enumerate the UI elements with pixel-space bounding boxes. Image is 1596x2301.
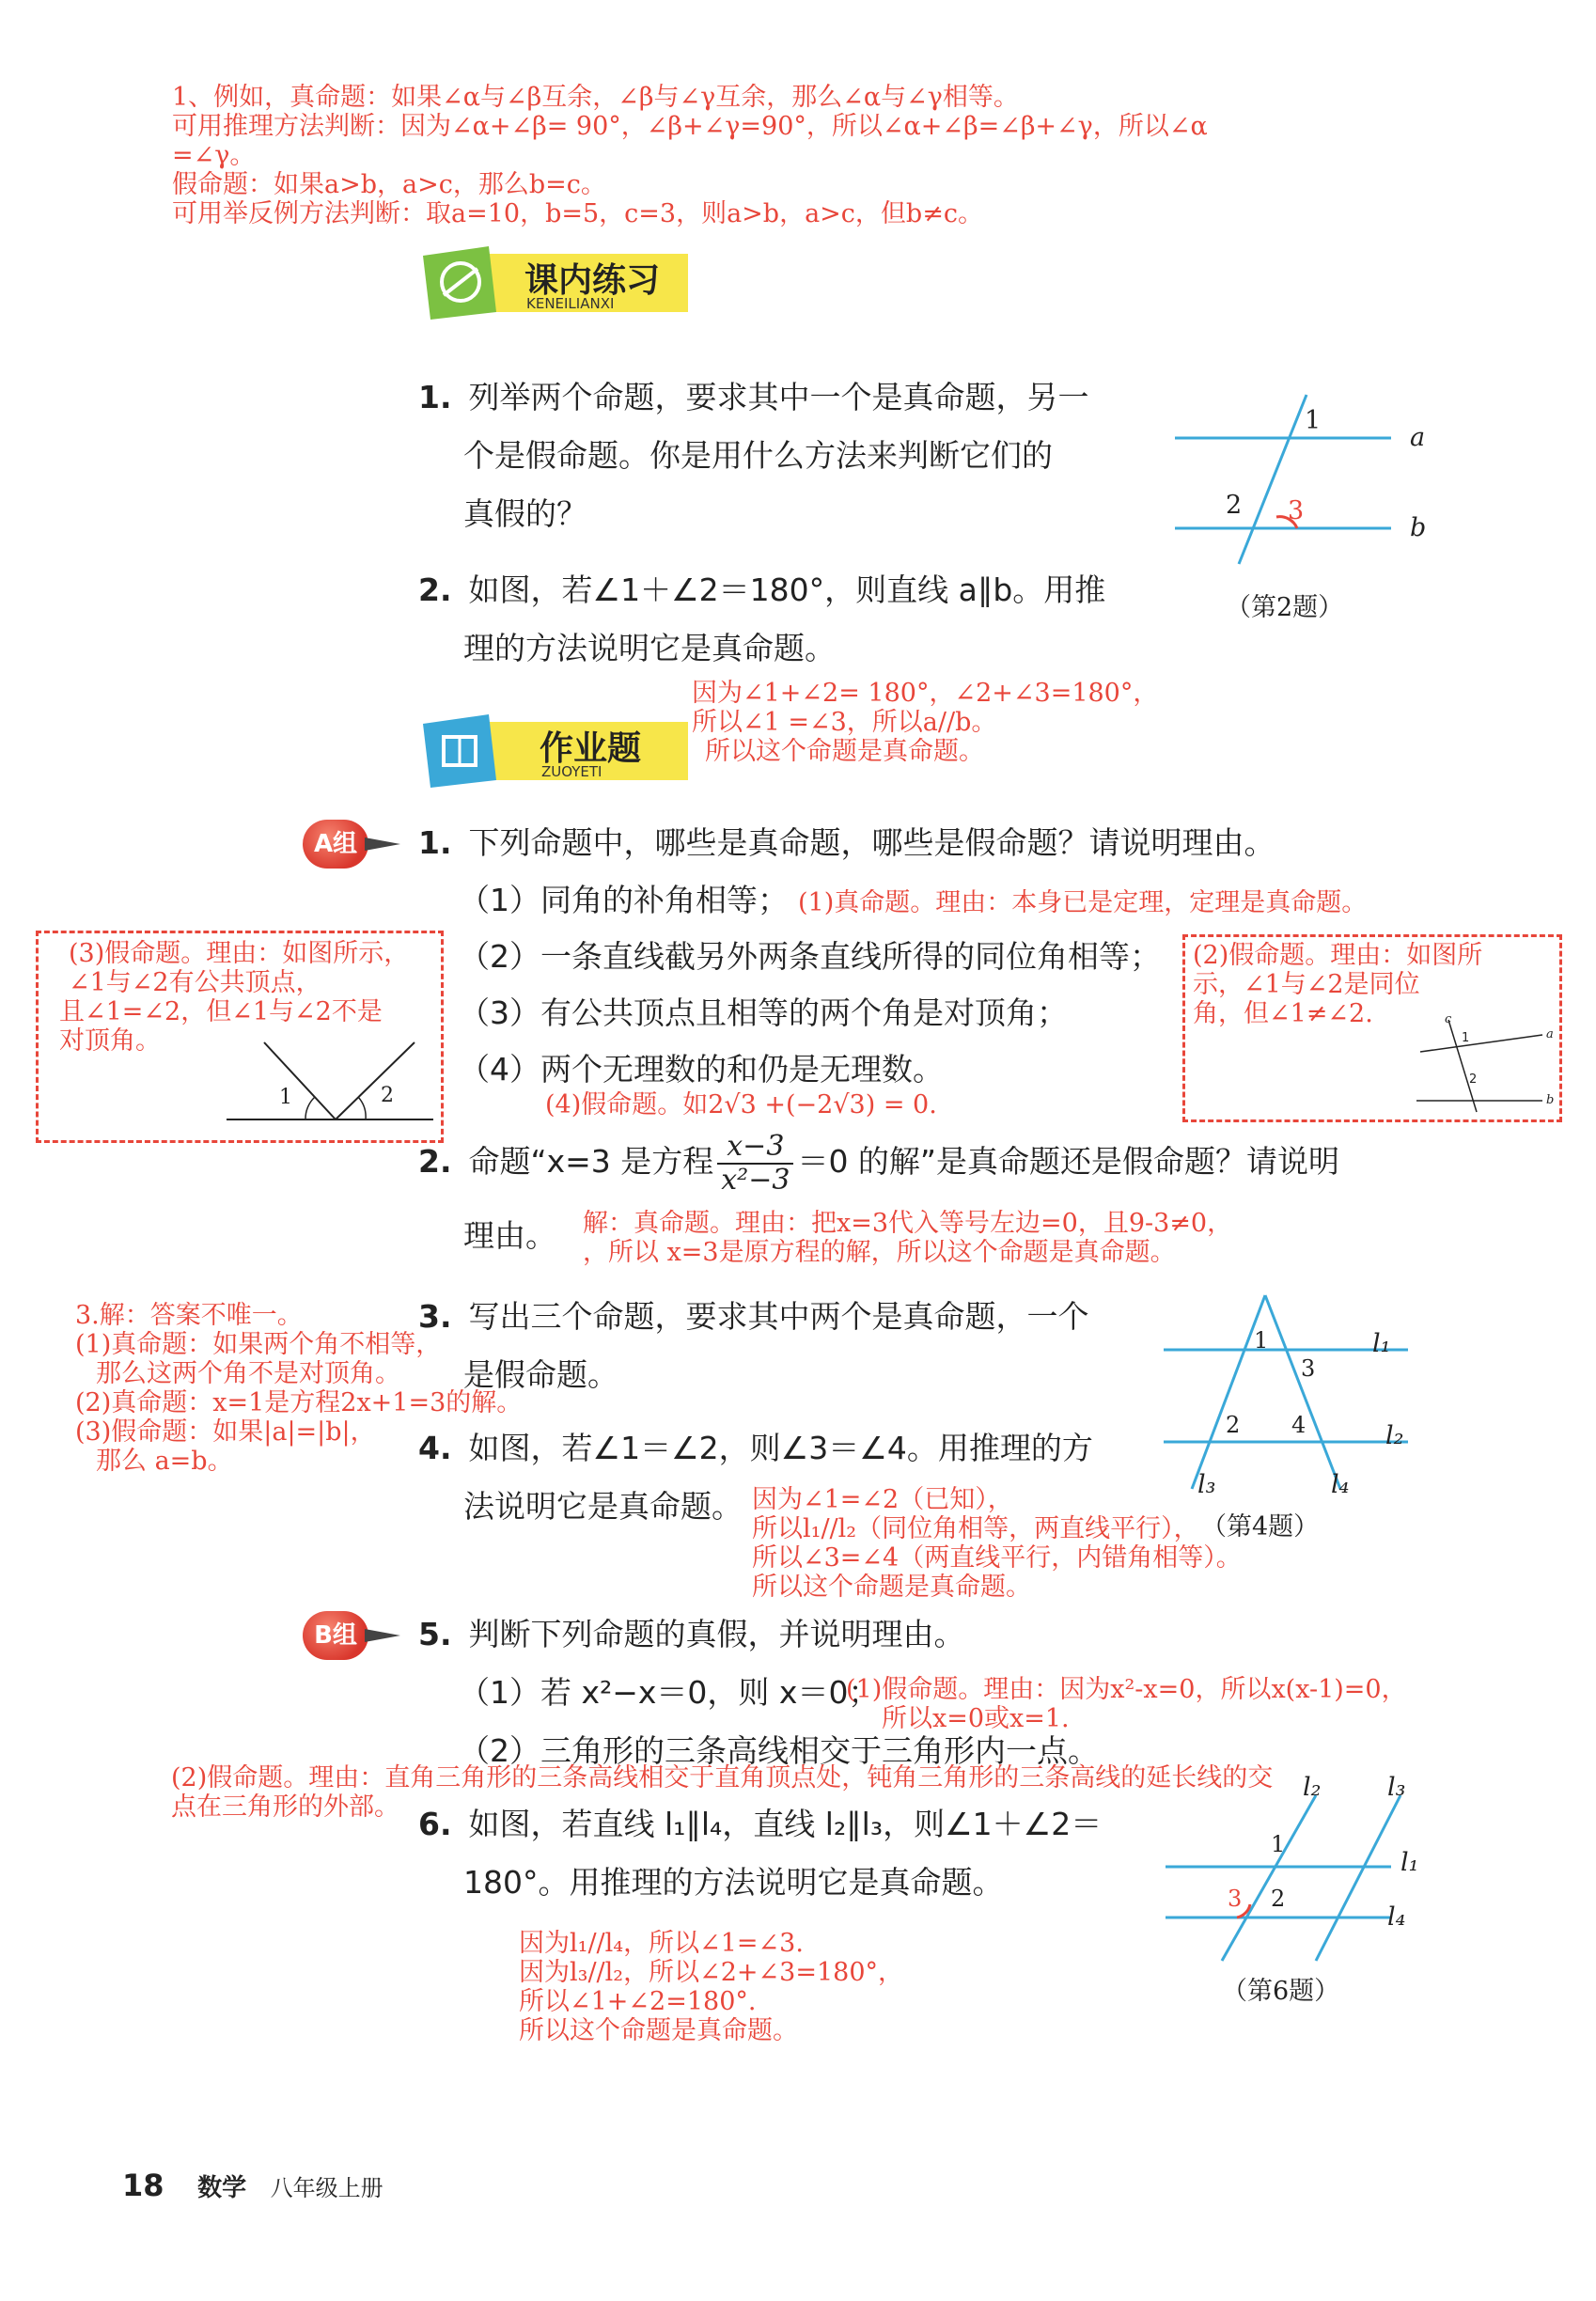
label-l4: l₄: [1387, 1902, 1406, 1932]
list-item: （1）若 x²−x＝0，则 x＝0；: [459, 1674, 880, 1711]
answer-line: ，所以 x=3是原方程的解，所以这个命题是真命题。: [583, 1238, 1176, 1267]
answer-line: (2)真命题：x=1是方程2x+1=3的解。: [75, 1388, 523, 1417]
answer-line: 点在三角形的外部。: [171, 1792, 399, 1822]
answer-line: (4)假命题。如2√3 +(−2√3) = 0.: [545, 1090, 937, 1119]
note-line: 可用举反例方法判断：取a=10，b=5，c=3，则a>b，a>c，但b≠c。: [172, 199, 983, 228]
answer-line: 那么这两个角不是对顶角。: [96, 1359, 400, 1388]
label-1: 1: [1462, 1031, 1470, 1045]
subject: 数学: [197, 2174, 247, 2202]
badge-label: B组: [303, 1611, 368, 1660]
question-text: 下列命题中，哪些是真命题，哪些是假命题？请说明理由。: [468, 824, 1275, 861]
group-b-q5-item1: [459, 1664, 879, 1722]
answer-line: 解：真命题。理由：把x=3代入等号左边=0，且9-3≠0，: [583, 1209, 1233, 1238]
question-text: 写出三个命题，要求其中两个是真命题，一个: [468, 1298, 1089, 1335]
answer-line: 所以这个命题是真命题。: [752, 1573, 1031, 1602]
answer-line: 所以∠1 =∠3，所以a//b。: [692, 708, 997, 737]
practice-q2-answer: [692, 679, 1158, 766]
label-3: 3: [1288, 496, 1305, 525]
question-text: ＝0 的解”是真命题还是假命题？请说明: [797, 1143, 1340, 1180]
question-number: 3.: [418, 1298, 452, 1335]
answer-line: 所以∠3=∠4（两直线平行，内错角相等）。: [752, 1543, 1242, 1573]
practice-subtitle: KENEILIANXI: [526, 295, 615, 312]
group-b-q6: [418, 1795, 1102, 1912]
figure-caption: （第2题）: [1226, 593, 1344, 622]
list-item: （2）三角形的三条高线相交于三角形内一点。: [459, 1732, 1099, 1769]
group-a-q1: [418, 814, 1275, 872]
answer-line: 所以l₁//l₂（同位角相等，两直线平行），: [752, 1514, 1199, 1543]
answer-line: ∠1与∠2有公共顶点，: [69, 968, 321, 997]
practice-q1: [418, 368, 1089, 543]
answer-line: 所以这个命题是真命题。: [705, 737, 984, 766]
question-text: 列举两个命题，要求其中一个是真命题，另一: [468, 379, 1089, 415]
answer-box-right: [1182, 934, 1562, 1122]
answer-line: 因为∠1+∠2= 180°，∠2+∠3=180°，: [692, 679, 1159, 708]
question-number: 1.: [418, 379, 452, 415]
label-3: 3: [1228, 1886, 1243, 1912]
answer-line: (2)假命题。理由：直角三角形的三条高线相交于直角顶点处，钝角三角形的三条高线的延长线的交: [171, 1763, 1274, 1792]
question-text: 是假命题。: [463, 1356, 618, 1393]
page-number: 18: [122, 2168, 164, 2203]
fraction-denominator: x²−3: [721, 1163, 790, 1197]
question-text: 法说明它是真命题。: [463, 1488, 743, 1525]
label-4: 4: [1291, 1412, 1307, 1438]
homework-subtitle: ZUOYETI: [541, 763, 602, 780]
answer-line: 所以∠1+∠2=180°.: [519, 1987, 757, 2016]
answer-line: 角，但∠1≠∠2.: [1193, 999, 1373, 1028]
answer-line: 且∠1=∠2，但∠1与∠2不是: [59, 997, 383, 1026]
question-text: 如图，若直线 l₁∥l₄，直线 l₂∥l₃，则∠1＋∠2＝: [468, 1806, 1103, 1842]
figure-q6: [1166, 1773, 1447, 2021]
group-a-badge: [303, 820, 368, 869]
answer-line: 因为l₃//l₂，所以∠2+∠3=180°，: [519, 1958, 903, 1987]
figure-caption: （第4题）: [1201, 1512, 1320, 1542]
question-number: 6.: [418, 1806, 452, 1842]
question-number: 2.: [418, 1143, 452, 1180]
label-c: c: [1445, 1012, 1452, 1026]
question-text: 如图，若∠1＋∠2＝180°，则直线 a∥b。用推: [468, 571, 1106, 608]
label-l3: l₃: [1197, 1470, 1216, 1499]
label-b: b: [1410, 513, 1427, 542]
group-b-badge: [303, 1611, 368, 1660]
page-footer: [122, 2168, 383, 2203]
question-text: 真假的？: [463, 495, 587, 532]
figure-q2: [1166, 385, 1447, 630]
list-item: （3）有公共顶点且相等的两个角是对顶角；: [459, 994, 1068, 1031]
answer-line: 所以x=0或x=1.: [882, 1704, 1070, 1733]
answer-line: (1)真命题：如果两个角不相等，: [75, 1330, 442, 1359]
answer-line: (2)假命题。理由：如图所: [1193, 941, 1483, 970]
label-1: 1: [1271, 1831, 1286, 1857]
question-number: 2.: [418, 571, 452, 608]
answer-inline: (1)真命题。理由：本身已是定理，定理是真命题。: [798, 888, 1368, 917]
question-text: 命题“x=3 是方程: [468, 1143, 714, 1180]
homework-banner: [423, 714, 705, 784]
note-line: 假命题：如果a>b，a>c，那么b=c。: [172, 170, 606, 199]
label-a: a: [1410, 423, 1426, 452]
label-3: 3: [1301, 1355, 1316, 1382]
answer-line: (1)假命题。理由：因为x²-x=0，所以x(x-1)=0，: [846, 1675, 1407, 1704]
label-1: 1: [1254, 1327, 1269, 1354]
answer-line: 3.解：答案不唯一。: [75, 1301, 303, 1330]
fraction-numerator: x−3: [717, 1131, 793, 1165]
label-l4: l₄: [1331, 1470, 1350, 1499]
homework-title: 作业题: [540, 729, 642, 768]
practice-title: 课内练习: [524, 261, 661, 300]
answer-line: 因为∠1=∠2（已知），: [752, 1485, 1013, 1514]
label-l1: l₁: [1400, 1848, 1419, 1877]
note-line: =∠γ。: [172, 141, 256, 170]
label-l2: l₂: [1385, 1421, 1404, 1450]
question-number: 4.: [418, 1430, 452, 1466]
practice-q2: [418, 561, 1105, 678]
badge-label: A组: [303, 820, 368, 869]
question-text: 判断下列命题的真假，并说明理由。: [468, 1616, 965, 1652]
question-text: 180°。用推理的方法说明它是真命题。: [463, 1864, 1004, 1901]
answer-line: 那么 a=b。: [96, 1447, 233, 1476]
list-item: （2）一条直线截另外两条直线所得的同位角相等；: [459, 938, 1161, 975]
list-item: （1）同角的补角相等；: [459, 882, 789, 918]
label-2: 2: [1226, 1412, 1241, 1438]
figure-q4: [1164, 1288, 1446, 1542]
question-text: 理的方法说明它是真命题。: [463, 630, 836, 666]
label-1: 1: [279, 1086, 292, 1109]
question-number: 1.: [418, 824, 452, 861]
label-2: 2: [381, 1084, 394, 1107]
transversal-figure: [1411, 1014, 1555, 1116]
question-number: 5.: [418, 1616, 452, 1652]
label-a: a: [1546, 1027, 1554, 1041]
list-item: （4）两个无理数的和仍是无理数。: [459, 1051, 944, 1088]
answer-line: 示，∠1与∠2是同位: [1193, 970, 1420, 999]
label-2: 2: [1469, 1072, 1478, 1087]
question-text: 理由。: [463, 1217, 556, 1254]
answer-box-left: [36, 931, 444, 1143]
grade: 八年级上册: [270, 2175, 383, 2201]
label-l3: l₃: [1387, 1773, 1406, 1802]
group-a-q2-answer: [583, 1209, 1232, 1267]
answer-line: 所以这个命题是真命题。: [519, 2016, 798, 2045]
answer-line: 因为l₁//l₄，所以∠1=∠3.: [519, 1929, 804, 1958]
angle-figure: [227, 1039, 443, 1133]
group-b-q5: [418, 1605, 965, 1664]
note-line: 1、例如，真命题：如果∠α与∠β互余，∠β与∠γ互余，那么∠α与∠γ相等。: [172, 83, 1019, 112]
question-text: 个是假命题。你是用什么方法来判断它们的: [463, 437, 1053, 474]
equation-fraction: [717, 1131, 793, 1197]
figure-caption: （第6题）: [1222, 1977, 1340, 2006]
label-l2: l₂: [1303, 1773, 1322, 1802]
top-notes: [172, 83, 1208, 228]
answer-line: 对顶角。: [59, 1026, 161, 1056]
label-2: 2: [1226, 491, 1243, 520]
practice-banner: [423, 246, 705, 316]
label-b: b: [1546, 1093, 1555, 1107]
answer-line: (3)假命题：如果|a|=|b|，: [75, 1417, 376, 1447]
label-l1: l₁: [1372, 1329, 1391, 1358]
question-text: 如图，若∠1＝∠2，则∠3＝∠4。用推理的方: [468, 1430, 1093, 1466]
label-1: 1: [1305, 406, 1322, 435]
answer-line: (3)假命题。理由：如图所示，: [69, 939, 410, 968]
label-2: 2: [1271, 1886, 1286, 1912]
note-line: 可用推理方法判断：因为∠α+∠β= 90°，∠β+∠γ=90°，所以∠α+∠β=∠β+∠γ，所以∠α: [172, 112, 1208, 141]
group-b-q6-answer: [519, 1929, 903, 2045]
